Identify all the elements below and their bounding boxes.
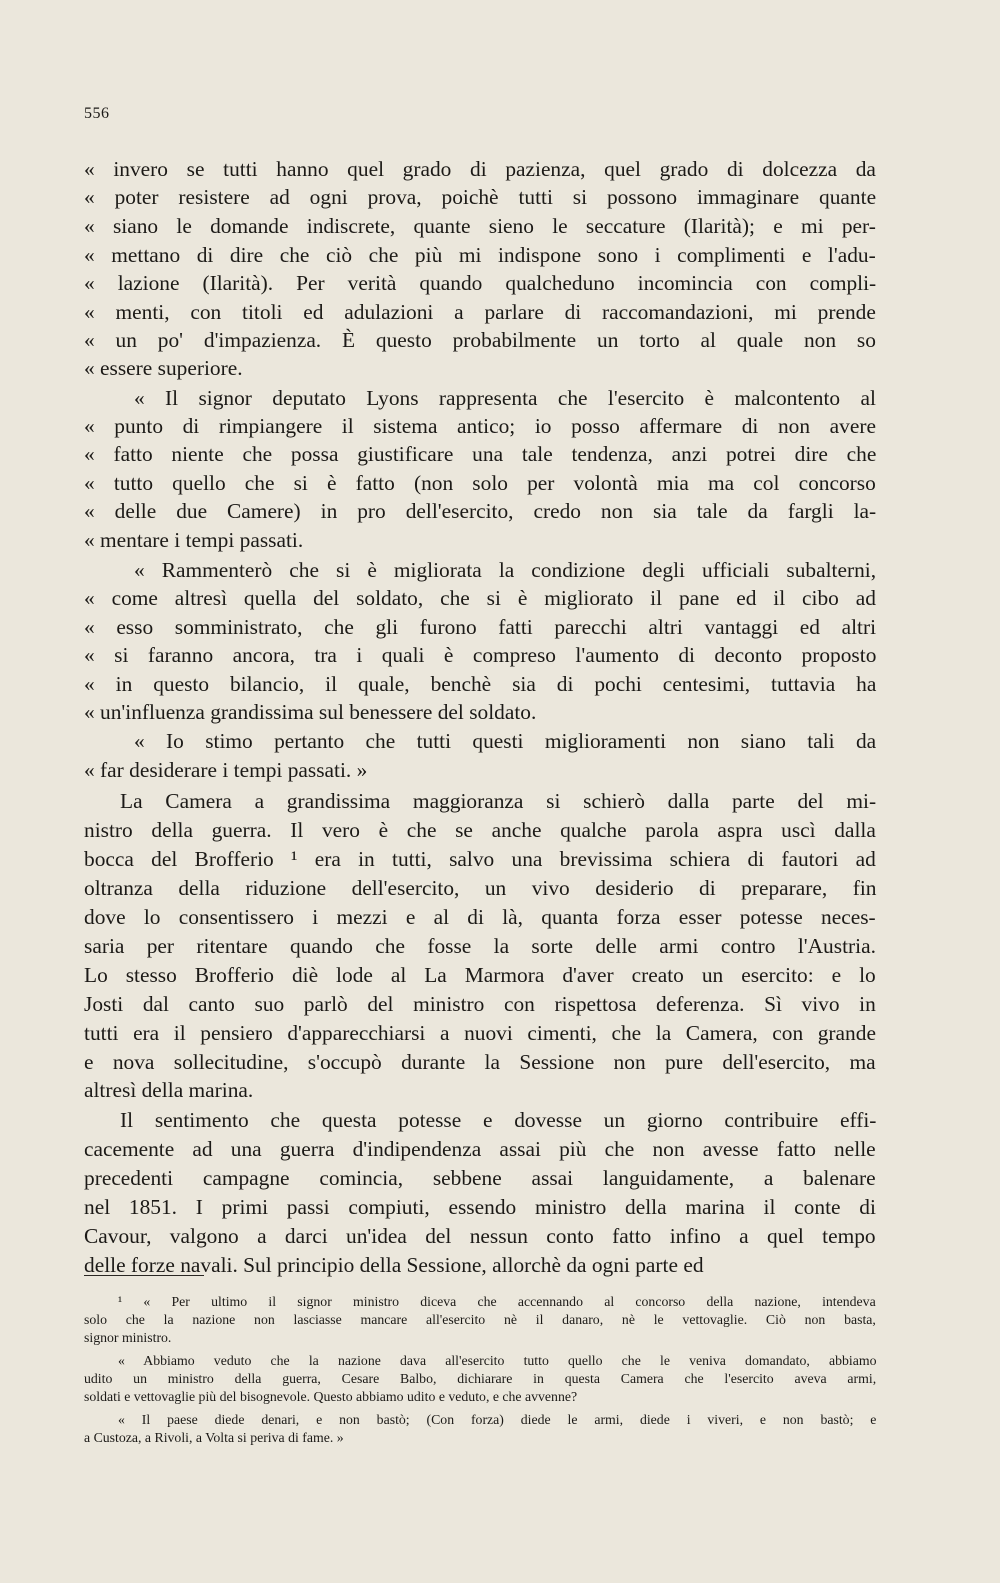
footnote-line: solo che la nazione non lasciasse mancare all'esercito nè il danaro, nè le vettovaglie. Ciò non basta, — [84, 1312, 876, 1327]
body-line: « un'influenza grandissima sul benessere del soldato. — [84, 700, 537, 724]
footnote-line: a Custoza, a Rivoli, a Volta si periva di fame. » — [84, 1430, 344, 1445]
body-line: « mettano di dire che ciò che più mi indispone sono i complimenti e l'adu- — [84, 243, 876, 267]
body-line: bocca del Brofferio ¹ era in tutti, salvo una brevissima schiera di fautori ad — [84, 847, 876, 871]
footnote-line: udito un ministro della guerra, Cesare Balbo, dichiarare in questa Camera che l'esercito aveva armi, — [84, 1371, 877, 1386]
body-line: « si faranno ancora, tra i quali è compreso l'aumento di deconto proposto — [84, 643, 877, 667]
body-line: dove lo consentissero i mezzi e al di là, quanta forza esser potesse neces- — [84, 905, 876, 929]
body-line: « menti, con titoli ed adulazioni a parlare di raccomandazioni, mi prende — [84, 300, 876, 324]
body-line: cacemente ad una guerra d'indipendenza assai più che non avesse fatto nelle — [84, 1137, 876, 1161]
body-line: altresì della marina. — [84, 1078, 254, 1102]
body-line: « far desiderare i tempi passati. » — [84, 758, 368, 782]
body-line: « siano le domande indiscrete, quante sieno le seccature (Ilarità); e mi per- — [84, 214, 876, 238]
footnote-line: ¹ « Per ultimo il signor ministro diceva che accennando al concorso della nazione, intendeva — [118, 1294, 876, 1309]
body-line: nel 1851. I primi passi compiuti, essendo ministro della marina il conte di — [84, 1195, 876, 1219]
body-line: « Io stimo pertanto che tutti questi miglioramenti non siano tali da — [134, 729, 877, 753]
body-line: nistro della guerra. Il vero è che se anche qualche parola aspra uscì dalla — [84, 818, 876, 842]
body-line: oltranza della riduzione dell'esercito, un vivo desiderio di preparare, fin — [84, 876, 877, 900]
body-line: saria per ritentare quando che fosse la sorte delle armi contro l'Austria. — [84, 934, 876, 958]
body-line: tutti era il pensiero d'apparecchiarsi a nuovi cimenti, che la Camera, con grande — [84, 1021, 876, 1045]
body-line: « Il signor deputato Lyons rappresenta che l'esercito è malcontento al — [134, 386, 876, 410]
body-line: Cavour, valgono a darci un'idea del nessun conto fatto infino a quel tempo — [84, 1224, 876, 1248]
body-line: « lazione (Ilarità). Per verità quando qualcheduno incomincia con compli- — [84, 271, 877, 295]
footnote-line: « Abbiamo veduto che la nazione dava all'esercito tutto quello che le veniva domandato, abbiamo — [118, 1353, 877, 1368]
footnote-line: « Il paese diede denari, e non bastò; (Con forza) diede le armi, diede i viveri, e non bastò; e — [118, 1412, 877, 1427]
body-line: « invero se tutti hanno quel grado di pazienza, quel grado di dolcezza da — [84, 157, 876, 181]
body-line: Josti dal canto suo parlò del ministro con rispettosa deferenza. Sì vivo in — [84, 992, 876, 1016]
body-line: « mentare i tempi passati. — [84, 528, 304, 552]
body-line: La Camera a grandissima maggioranza si schierò dalla parte del mi- — [120, 789, 877, 813]
body-line: e nova sollecitudine, s'occupò durante la Sessione non pure dell'esercito, ma — [84, 1050, 876, 1074]
body-line: « in questo bilancio, il quale, benchè sia di pochi centesimi, tuttavia ha — [84, 672, 877, 696]
body-line: precedenti campagne comincia, sebbene assai languidamente, a balenare — [84, 1166, 876, 1190]
body-line: « poter resistere ad ogni prova, poichè tutti si possono immaginare quante — [84, 185, 877, 209]
body-line: « esso somministrato, che gli furono fatti parecchi altri vantaggi ed altri — [84, 615, 877, 639]
body-line: « punto di rimpiangere il sistema antico; io posso affermare di non avere — [84, 414, 876, 438]
body-line: « essere superiore. — [84, 356, 243, 380]
body-line: « come altresì quella del soldato, che si è migliorato il pane ed il cibo ad — [84, 586, 876, 610]
body-line: « fatto niente che possa giustificare una tale tendenza, anzi potrei dire che — [84, 442, 877, 466]
page-number: 556 — [84, 105, 110, 122]
body-line: delle forze navali. Sul principio della Sessione, allorchè da ogni parte ed — [84, 1253, 704, 1277]
body-line: « Rammenterò che si è migliorata la condizione degli ufficiali subalterni, — [134, 558, 877, 582]
footnote-line: signor ministro. — [84, 1330, 172, 1345]
body-line: « un po' d'impazienza. È questo probabilmente un torto al quale non so — [84, 328, 876, 352]
body-line: Il sentimento che questa potesse e dovesse un giorno contribuire effi- — [120, 1108, 877, 1132]
body-line: Lo stesso Brofferio diè lode al La Marmora d'aver creato un esercito: e lo — [84, 963, 876, 987]
footnote-line: soldati e vettovaglie più del bisognevole. Questo abbiamo udito e veduto, e che avvenne? — [84, 1389, 578, 1404]
footnote-rule — [84, 1275, 204, 1276]
body-line: « tutto quello che si è fatto (non solo per volontà mia ma col concorso — [84, 471, 876, 495]
body-line: « delle due Camere) in pro dell'esercito, credo non sia tale da fargli la- — [84, 499, 877, 523]
